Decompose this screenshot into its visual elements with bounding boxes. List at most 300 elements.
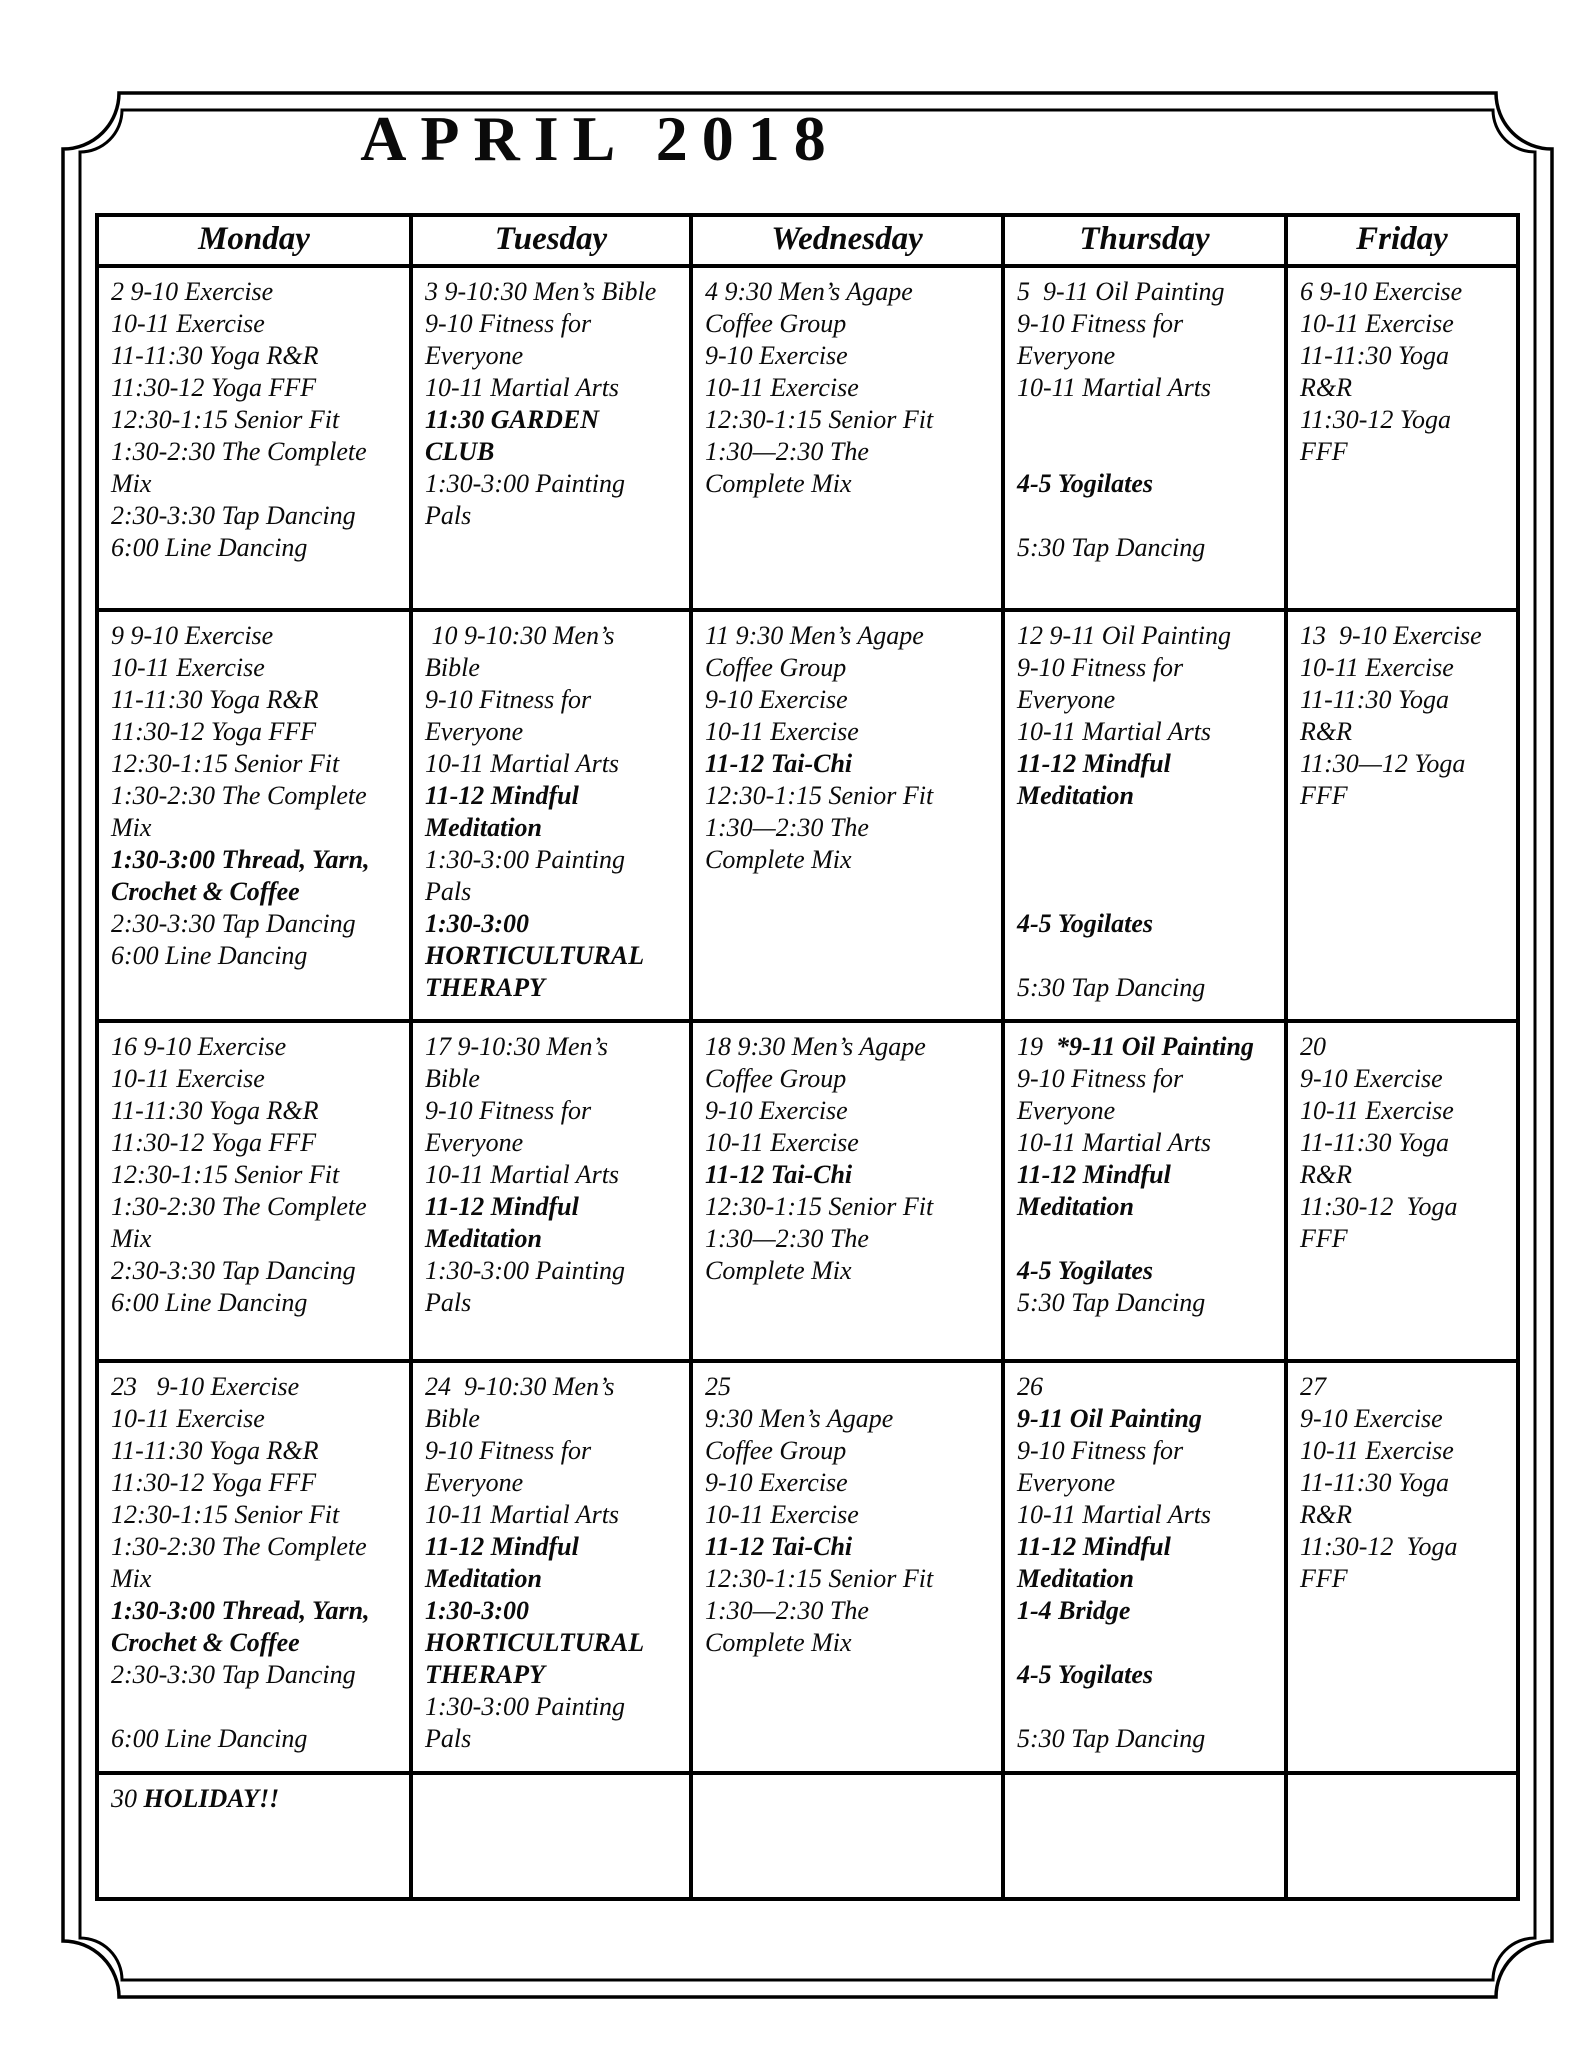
schedule-line	[1300, 1371, 1512, 1403]
schedule-line	[425, 1563, 685, 1595]
schedule-entry: Complete Mix	[705, 469, 852, 498]
schedule-entry: 10-11 Martial Arts	[1017, 373, 1212, 402]
schedule-line	[1017, 308, 1280, 340]
schedule-line	[111, 1627, 405, 1659]
schedule-entry: 10-11 Exercise	[705, 717, 859, 746]
schedule-entry-bold: 9-11 Oil Painting	[1017, 1404, 1202, 1433]
schedule-line	[111, 812, 405, 844]
schedule-entry: 16 9-10 Exercise	[111, 1032, 287, 1061]
schedule-entry: 11:30-12 Yoga FFF	[111, 1468, 317, 1497]
schedule-line	[1017, 1499, 1280, 1531]
schedule-line	[425, 1691, 685, 1723]
schedule-entry: Complete Mix	[705, 1256, 852, 1285]
schedule-line	[1300, 436, 1512, 468]
schedule-entry-bold: 1:30-3:00	[425, 909, 529, 938]
schedule-entry: 10-11 Martial Arts	[425, 373, 620, 402]
schedule-entry: 9-10 Exercise	[705, 1468, 848, 1497]
schedule-entry: 1:30—2:30 The	[705, 1224, 869, 1253]
schedule-line	[1017, 276, 1280, 308]
schedule-line	[1017, 1223, 1280, 1255]
schedule-line	[111, 748, 405, 780]
schedule-entry: FFF	[1300, 781, 1348, 810]
schedule-entry-bold: 4-5 Yogilates	[1017, 1660, 1154, 1689]
schedule-line	[425, 436, 685, 468]
schedule-entry: 11:30-12 Yoga FFF	[111, 373, 317, 402]
schedule-entry: 11:30—12 Yoga	[1300, 749, 1466, 778]
schedule-entry: 11:30-12 Yoga	[1300, 405, 1451, 434]
schedule-entry: 11:30-12 Yoga FFF	[111, 1128, 317, 1157]
schedule-entry: Bible	[425, 1404, 480, 1433]
schedule-line	[111, 1563, 405, 1595]
schedule-line	[1300, 1223, 1512, 1255]
schedule-line	[425, 940, 685, 972]
schedule-entry-bold: Meditation	[1017, 1192, 1135, 1221]
schedule-entry-bold: Meditation	[425, 1564, 543, 1593]
schedule-entry: 1:30—2:30 The	[705, 437, 869, 466]
schedule-line	[111, 1723, 405, 1755]
schedule-line	[425, 1159, 685, 1191]
schedule-line	[111, 1531, 405, 1563]
schedule-entry: 1:30—2:30 The	[705, 1596, 869, 1625]
schedule-entry: 12:30-1:15 Senior Fit	[111, 405, 340, 434]
schedule-entry: 9-10 Fitness for	[1017, 309, 1184, 338]
schedule-line	[111, 1159, 405, 1191]
schedule-line	[705, 780, 997, 812]
schedule-line	[425, 876, 685, 908]
schedule-line	[1017, 1255, 1280, 1287]
schedule-line	[1300, 652, 1512, 684]
schedule-entry: 12:30-1:15 Senior Fit	[111, 749, 340, 778]
schedule-entry: Everyone	[1017, 685, 1116, 714]
schedule-entry: 9-10 Exercise	[1300, 1064, 1443, 1093]
schedule-line	[425, 276, 685, 308]
schedule-entry-bold: 11-12 Mindful	[425, 1532, 579, 1561]
schedule-entry: Pals	[425, 1724, 472, 1753]
schedule-line	[425, 1403, 685, 1435]
schedule-entry-bold: Crochet & Coffee	[111, 1628, 300, 1657]
schedule-entry: 12:30-1:15 Senior Fit	[705, 781, 934, 810]
schedule-entry: 6:00 Line Dancing	[111, 533, 308, 562]
schedule-entry: 1:30-2:30 The Complete	[111, 437, 367, 466]
schedule-entry: 2:30-3:30 Tap Dancing	[111, 501, 356, 530]
schedule-entry: Everyone	[1017, 341, 1116, 370]
schedule-entry: 9-10 Fitness for	[1017, 1064, 1184, 1093]
schedule-line	[425, 908, 685, 940]
schedule-line	[1300, 748, 1512, 780]
schedule-line	[111, 1095, 405, 1127]
schedule-entry: 12:30-1:15 Senior Fit	[111, 1160, 340, 1189]
schedule-line	[111, 1595, 405, 1627]
schedule-line	[705, 620, 997, 652]
calendar-cell-week2-day5	[1288, 612, 1516, 1023]
schedule-line	[111, 404, 405, 436]
schedule-line	[1017, 532, 1280, 564]
schedule-entry-bold: 1:30-3:00	[425, 1596, 529, 1625]
schedule-line	[111, 1371, 405, 1403]
schedule-line	[705, 1627, 997, 1659]
schedule-line	[1017, 404, 1280, 436]
schedule-entry: Mix	[111, 1224, 152, 1253]
schedule-entry: 10-11 Exercise	[111, 1064, 265, 1093]
schedule-entry: FFF	[1300, 1224, 1348, 1253]
calendar-cell-week1-day5	[1288, 268, 1516, 612]
schedule-line	[1017, 1191, 1280, 1223]
schedule-line	[425, 308, 685, 340]
schedule-entry: 1:30—2:30 The	[705, 813, 869, 842]
schedule-entry: 4 9:30 Men’s Agape	[705, 277, 913, 306]
schedule-line	[425, 748, 685, 780]
schedule-line	[425, 404, 685, 436]
schedule-entry-bold: 1-4 Bridge	[1017, 1596, 1131, 1625]
schedule-entry-bold: 11-12 Mindful	[1017, 1532, 1171, 1561]
schedule-line	[1300, 1499, 1512, 1531]
schedule-line	[1300, 340, 1512, 372]
schedule-line	[1017, 1095, 1280, 1127]
schedule-line	[1017, 1435, 1280, 1467]
schedule-line	[705, 276, 997, 308]
day-header-tuesday: Tuesday	[413, 217, 693, 268]
schedule-entry: 20	[1300, 1032, 1326, 1061]
schedule-entry: 1:30-3:00 Painting	[425, 1256, 626, 1285]
schedule-entry: 5:30 Tap Dancing	[1017, 1724, 1206, 1753]
schedule-line	[1017, 372, 1280, 404]
schedule-entry: Pals	[425, 1288, 472, 1317]
schedule-entry: Everyone	[425, 1128, 524, 1157]
schedule-line	[705, 1403, 997, 1435]
schedule-line	[1017, 1063, 1280, 1095]
schedule-line	[1300, 1127, 1512, 1159]
schedule-entry-bold: Meditation	[1017, 1564, 1135, 1593]
calendar-cell-week1-day2	[413, 268, 693, 612]
schedule-line	[705, 1031, 997, 1063]
schedule-line	[425, 468, 685, 500]
schedule-line	[705, 1127, 997, 1159]
schedule-line	[1300, 1063, 1512, 1095]
schedule-entry: 9:30 Men’s Agape	[705, 1404, 894, 1433]
schedule-line	[705, 812, 997, 844]
schedule-entry: Everyone	[425, 717, 524, 746]
schedule-line	[425, 1255, 685, 1287]
schedule-line	[425, 1287, 685, 1319]
schedule-line	[705, 1595, 997, 1627]
schedule-line	[1300, 1159, 1512, 1191]
schedule-line	[1017, 1287, 1280, 1319]
schedule-line	[1017, 684, 1280, 716]
schedule-line	[425, 812, 685, 844]
schedule-line	[425, 844, 685, 876]
schedule-line	[111, 684, 405, 716]
schedule-line	[111, 532, 405, 564]
schedule-entry: 10-11 Martial Arts	[425, 1160, 620, 1189]
schedule-entry: 9-10 Fitness for	[425, 309, 592, 338]
schedule-line	[705, 468, 997, 500]
schedule-line	[1017, 876, 1280, 908]
schedule-entry-bold: 1:30-3:00 Thread, Yarn,	[111, 845, 370, 874]
schedule-line	[111, 1435, 405, 1467]
schedule-entry: 18 9:30 Men’s Agape	[705, 1032, 926, 1061]
schedule-entry-bold: Meditation	[425, 1224, 543, 1253]
schedule-entry: 10-11 Exercise	[111, 1404, 265, 1433]
schedule-line	[111, 1403, 405, 1435]
schedule-line	[1300, 1191, 1512, 1223]
schedule-entry: 10-11 Martial Arts	[425, 749, 620, 778]
calendar-cell-week2-day3	[693, 612, 1005, 1023]
calendar-cell-week3-day1	[99, 1023, 413, 1363]
schedule-entry: 11-11:30 Yoga R&R	[111, 685, 319, 714]
schedule-entry: 12:30-1:15 Senior Fit	[705, 1564, 934, 1593]
schedule-entry: 11-11:30 Yoga R&R	[111, 1436, 319, 1465]
schedule-line	[1017, 1691, 1280, 1723]
schedule-line	[705, 1255, 997, 1287]
schedule-entry: 10-11 Exercise	[705, 1128, 859, 1157]
schedule-entry: Everyone	[425, 1468, 524, 1497]
schedule-entry: 10-11 Martial Arts	[1017, 1500, 1212, 1529]
schedule-entry: R&R	[1300, 717, 1352, 746]
schedule-entry: 9-10 Exercise	[705, 1096, 848, 1125]
schedule-entry-bold: HORTICULTURAL	[425, 941, 645, 970]
schedule-entry: 6:00 Line Dancing	[111, 1288, 308, 1317]
schedule-entry: FFF	[1300, 1564, 1348, 1593]
schedule-line	[425, 972, 685, 1004]
schedule-line	[1300, 1563, 1512, 1595]
schedule-line	[111, 1191, 405, 1223]
schedule-entry: 12:30-1:15 Senior Fit	[705, 1192, 934, 1221]
schedule-line	[111, 716, 405, 748]
calendar-cell-week2-day2	[413, 612, 693, 1023]
schedule-line	[1017, 1723, 1280, 1755]
schedule-entry: 10-11 Exercise	[1300, 309, 1454, 338]
schedule-entry: 11-11:30 Yoga R&R	[111, 341, 319, 370]
schedule-entry: 24 9-10:30 Men’s	[425, 1372, 615, 1401]
schedule-line	[111, 1031, 405, 1063]
schedule-line	[1017, 1659, 1280, 1691]
schedule-line	[111, 436, 405, 468]
schedule-entry-bold: 4-5 Yogilates	[1017, 1256, 1154, 1285]
schedule-entry: 1:30-3:00 Painting	[425, 1692, 626, 1721]
schedule-entry: 25	[705, 1372, 731, 1401]
schedule-entry: 12:30-1:15 Senior Fit	[705, 405, 934, 434]
schedule-line	[705, 1159, 997, 1191]
schedule-entry: 12:30-1:15 Senior Fit	[111, 1500, 340, 1529]
schedule-line	[705, 1563, 997, 1595]
schedule-entry: 27	[1300, 1372, 1326, 1401]
schedule-line	[425, 372, 685, 404]
schedule-entry: 2 9-10 Exercise	[111, 277, 274, 306]
schedule-line	[111, 372, 405, 404]
schedule-line	[425, 1371, 685, 1403]
schedule-line	[425, 652, 685, 684]
schedule-entry: Mix	[111, 1564, 152, 1593]
calendar-cell-week5-day1	[99, 1775, 413, 1897]
schedule-entry: Coffee Group	[705, 309, 847, 338]
schedule-entry: 9-10 Exercise	[705, 685, 848, 714]
schedule-entry: Coffee Group	[705, 1064, 847, 1093]
schedule-line	[1300, 276, 1512, 308]
schedule-line	[111, 340, 405, 372]
schedule-entry: 10-11 Martial Arts	[425, 1500, 620, 1529]
schedule-line	[425, 620, 685, 652]
schedule-line	[1017, 716, 1280, 748]
schedule-entry: R&R	[1300, 1160, 1352, 1189]
schedule-entry: 9 9-10 Exercise	[111, 621, 274, 650]
day-header-monday: Monday	[99, 217, 413, 268]
schedule-entry: 10-11 Exercise	[1300, 653, 1454, 682]
schedule-line	[111, 1127, 405, 1159]
schedule-entry: Mix	[111, 813, 152, 842]
schedule-line	[111, 500, 405, 532]
schedule-line	[705, 340, 997, 372]
schedule-line	[111, 1783, 405, 1815]
schedule-line	[1300, 308, 1512, 340]
schedule-entry: R&R	[1300, 373, 1352, 402]
schedule-line	[111, 780, 405, 812]
schedule-line	[111, 908, 405, 940]
schedule-line	[1300, 1531, 1512, 1563]
schedule-line	[1300, 1467, 1512, 1499]
schedule-line	[111, 1255, 405, 1287]
schedule-line	[425, 1191, 685, 1223]
schedule-line	[111, 468, 405, 500]
day-header-thursday: Thursday	[1005, 217, 1288, 268]
schedule-entry: Coffee Group	[705, 1436, 847, 1465]
schedule-entry: 2:30-3:30 Tap Dancing	[111, 1660, 356, 1689]
schedule-line	[425, 684, 685, 716]
schedule-line	[705, 1435, 997, 1467]
calendar-cell-week1-day3	[693, 268, 1005, 612]
calendar-cell-week3-day5	[1288, 1023, 1516, 1363]
schedule-entry: R&R	[1300, 1500, 1352, 1529]
schedule-entry-bold: 11-12 Mindful	[425, 781, 579, 810]
schedule-line	[425, 1723, 685, 1755]
schedule-entry-bold: *9-11 Oil Painting	[1056, 1032, 1254, 1061]
schedule-entry: 10-11 Exercise	[111, 653, 265, 682]
schedule-entry-bold: 11-12 Mindful	[1017, 1160, 1171, 1189]
schedule-entry: Bible	[425, 1064, 480, 1093]
schedule-line	[705, 1371, 997, 1403]
schedule-entry: 9-10 Fitness for	[425, 1096, 592, 1125]
schedule-line	[705, 404, 997, 436]
schedule-line	[1017, 1159, 1280, 1191]
schedule-line	[1017, 340, 1280, 372]
schedule-line	[705, 844, 997, 876]
calendar-title: APRIL 2018	[360, 103, 840, 174]
schedule-line	[1017, 1467, 1280, 1499]
calendar-grid	[95, 213, 1520, 1901]
schedule-line	[705, 716, 997, 748]
schedule-line	[111, 1659, 405, 1691]
calendar-cell-week3-day3	[693, 1023, 1005, 1363]
schedule-entry: 9-10 Exercise	[1300, 1404, 1443, 1433]
schedule-entry: Everyone	[425, 341, 524, 370]
schedule-line	[425, 1531, 685, 1563]
schedule-entry: 2:30-3:30 Tap Dancing	[111, 1256, 356, 1285]
schedule-line	[111, 652, 405, 684]
schedule-line	[1300, 780, 1512, 812]
schedule-line	[1017, 1371, 1280, 1403]
schedule-line	[111, 1691, 405, 1723]
day-header-wednesday: Wednesday	[693, 217, 1005, 268]
schedule-entry-bold: 11-12 Tai-Chi	[705, 1160, 853, 1189]
schedule-line	[1017, 908, 1280, 940]
schedule-entry-bold: CLUB	[425, 437, 495, 466]
calendar-cell-week1-day1	[99, 268, 413, 612]
schedule-line	[1017, 436, 1280, 468]
schedule-line	[425, 1467, 685, 1499]
schedule-entry: Coffee Group	[705, 653, 847, 682]
schedule-line	[111, 940, 405, 972]
schedule-line	[1300, 684, 1512, 716]
schedule-line	[705, 436, 997, 468]
schedule-line	[705, 1191, 997, 1223]
schedule-line	[425, 716, 685, 748]
schedule-entry: 9-10 Fitness for	[1017, 1436, 1184, 1465]
schedule-line	[425, 1223, 685, 1255]
schedule-line	[1300, 1403, 1512, 1435]
schedule-entry-bold: Crochet & Coffee	[111, 877, 300, 906]
schedule-line	[1017, 1531, 1280, 1563]
schedule-entry: Pals	[425, 501, 472, 530]
schedule-line	[425, 1499, 685, 1531]
schedule-entry: 10-11 Exercise	[705, 373, 859, 402]
schedule-line	[1017, 1627, 1280, 1659]
schedule-line	[1300, 716, 1512, 748]
schedule-line	[1017, 972, 1280, 1004]
schedule-line	[425, 1627, 685, 1659]
schedule-line	[1300, 404, 1512, 436]
schedule-line	[1300, 1095, 1512, 1127]
schedule-entry-bold: Meditation	[425, 813, 543, 842]
schedule-entry: Mix	[111, 469, 152, 498]
schedule-entry: 5:30 Tap Dancing	[1017, 973, 1206, 1002]
schedule-entry: Everyone	[1017, 1096, 1116, 1125]
calendar-cell-week4-day3	[693, 1363, 1005, 1775]
schedule-line	[1300, 620, 1512, 652]
schedule-entry: Complete Mix	[705, 845, 852, 874]
schedule-line	[425, 340, 685, 372]
schedule-line	[1300, 1435, 1512, 1467]
schedule-line	[1300, 372, 1512, 404]
schedule-entry: 11 9:30 Men’s Agape	[705, 621, 924, 650]
schedule-entry: 10-11 Exercise	[1300, 1096, 1454, 1125]
calendar-cell-week5-day5	[1288, 1775, 1516, 1897]
schedule-entry: 10 9-10:30 Men’s	[425, 621, 615, 650]
schedule-entry-bold: Meditation	[1017, 781, 1135, 810]
schedule-line	[111, 876, 405, 908]
schedule-entry: Complete Mix	[705, 1628, 852, 1657]
schedule-entry: 5:30 Tap Dancing	[1017, 1288, 1206, 1317]
schedule-entry: Bible	[425, 653, 480, 682]
schedule-line	[705, 372, 997, 404]
schedule-entry-bold: 11-12 Mindful	[425, 1192, 579, 1221]
calendar-cell-week4-day1	[99, 1363, 413, 1775]
schedule-line	[705, 1223, 997, 1255]
schedule-line	[1017, 1127, 1280, 1159]
schedule-entry-bold: THERAPY	[425, 1660, 545, 1689]
schedule-entry: 10-11 Martial Arts	[1017, 1128, 1212, 1157]
schedule-line	[705, 684, 997, 716]
schedule-entry: 11-11:30 Yoga	[1300, 1128, 1450, 1157]
schedule-entry: 1:30-2:30 The Complete	[111, 1192, 367, 1221]
schedule-line	[1017, 652, 1280, 684]
schedule-line	[1017, 468, 1280, 500]
schedule-entry: 9-10 Fitness for	[1017, 653, 1184, 682]
schedule-line	[1017, 748, 1280, 780]
schedule-entry: 11:30-12 Yoga	[1300, 1532, 1458, 1561]
schedule-line	[111, 1063, 405, 1095]
schedule-entry: 1:30-2:30 The Complete	[111, 781, 367, 810]
schedule-entry: 1:30-3:00 Painting	[425, 469, 626, 498]
schedule-entry-bold: 11-12 Tai-Chi	[705, 749, 853, 778]
